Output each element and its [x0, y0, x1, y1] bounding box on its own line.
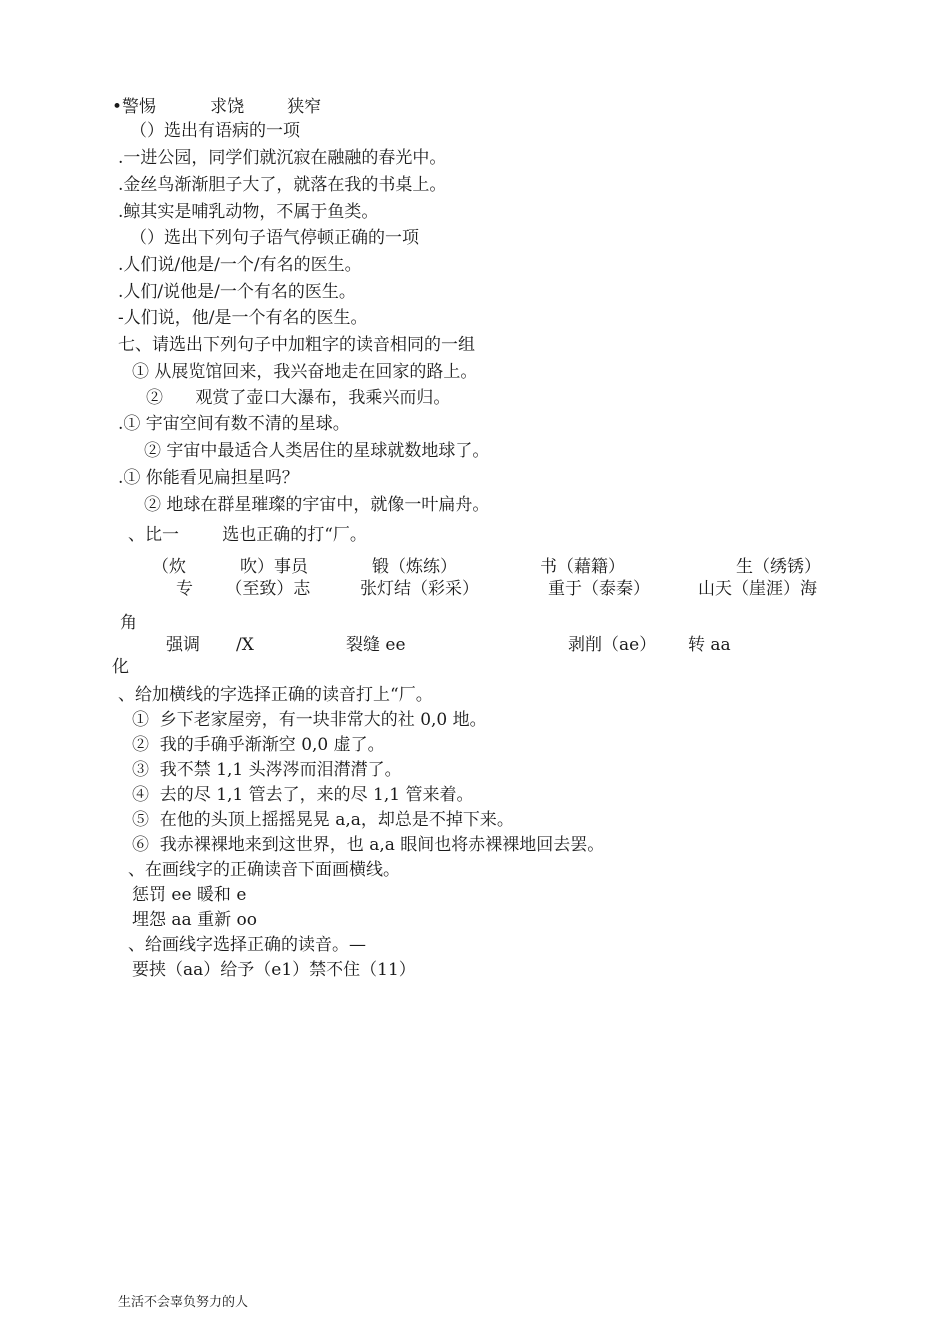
page-footer: 生活不会辜负努力的人: [118, 1295, 249, 1310]
word-choice-item: 山天（崖涯）海: [698, 579, 817, 599]
option-line: ② 观赏了壶口大瀑布，我乘兴而归。: [146, 388, 451, 408]
section-heading: 七、请选出下列句子中加粗字的读音相同的一组: [118, 335, 475, 355]
option-line: -人们说，他/是一个有名的医生。: [118, 308, 368, 328]
option-line: ⑥ 我赤裸裸地来到这世界，也 a,a 眼间也将赤裸裸地回去罢。: [132, 835, 605, 855]
option-line: ② 宇宙中最适合人类居住的星球就数地球了。: [144, 441, 490, 461]
section-heading: 、给画线字选择正确的读音。—: [128, 935, 366, 955]
option-line: ⑤ 在他的头顶上摇摇晃晃 a,a，却总是不掉下来。: [132, 810, 514, 830]
option-line: ② 地球在群星璀璨的宇宙中，就像一叶扁舟。: [144, 495, 490, 515]
option-line: ① 从展览馆回来，我兴奋地走在回家的路上。: [132, 362, 478, 382]
option-line: .金丝鸟渐渐胆子大了，就落在我的书桌上。: [118, 175, 447, 195]
word-choice-item: 锻（炼练）: [372, 557, 457, 577]
option-line: .① 你能看见扁担星吗？: [118, 468, 299, 488]
option-line: .人们说/他是/一个/有名的医生。: [118, 255, 362, 275]
option-line: 惩罚 ee 暖和 e: [132, 885, 247, 905]
option-line: 要挟（aa）给予（e1）禁不住（11）: [132, 960, 416, 980]
word-choice-item: 张灯结（彩采）: [360, 579, 479, 599]
option-line: .人们/说他是/一个有名的医生。: [118, 282, 356, 302]
word-choice-item: /X: [236, 635, 254, 655]
word-list-line: •警惕 求饶 狭窄: [112, 97, 322, 117]
question-prompt: （）选出有语病的一项: [130, 121, 300, 141]
word-choice-item: 裂缝 ee: [346, 635, 406, 655]
option-line: .一进公园，同学们就沉寂在融融的春光中。: [118, 148, 447, 168]
option-line: .① 宇宙空间有数不清的星球。: [118, 414, 350, 434]
section-heading: 、在画线字的正确读音下面画横线。: [128, 860, 400, 880]
wrapped-char: 角: [120, 613, 137, 633]
word-choice-item: 转 aa: [688, 635, 731, 655]
word-choice-item: （炊 吹）事员: [152, 557, 309, 577]
section-heading: 、比一 选也正确的打“厂。: [128, 525, 367, 545]
option-line: ① 乡下老家屋旁，有一块非常大的社 0,0 地。: [132, 710, 487, 730]
word-choice-item: 剥削（ae）: [568, 635, 657, 655]
word-choice-item: 生（绣锈）: [736, 557, 821, 577]
wrapped-char: 化: [112, 657, 129, 677]
word-choice-item: 强调: [166, 635, 200, 655]
option-line: ② 我的手确乎渐渐空 0,0 虚了。: [132, 735, 385, 755]
option-line: 埋怨 aa 重新 oo: [132, 910, 257, 930]
section-heading: 、给加横线的字选择正确的读音打上“厂。: [118, 685, 433, 705]
question-prompt: （）选出下列句子语气停顿正确的一项: [130, 228, 419, 248]
option-line: ④ 去的尽 1,1 管去了，来的尽 1,1 管来着。: [132, 785, 474, 805]
option-line: ③ 我不禁 1,1 头涔涔而泪潸潸了。: [132, 760, 402, 780]
word-choice-item: 重于（泰秦）: [548, 579, 650, 599]
option-line: .鲸其实是哺乳动物，不属于鱼类。: [118, 202, 379, 222]
word-choice-item: 书（藉籍）: [540, 557, 625, 577]
word-choice-item: 专 （至致）志: [176, 579, 311, 599]
